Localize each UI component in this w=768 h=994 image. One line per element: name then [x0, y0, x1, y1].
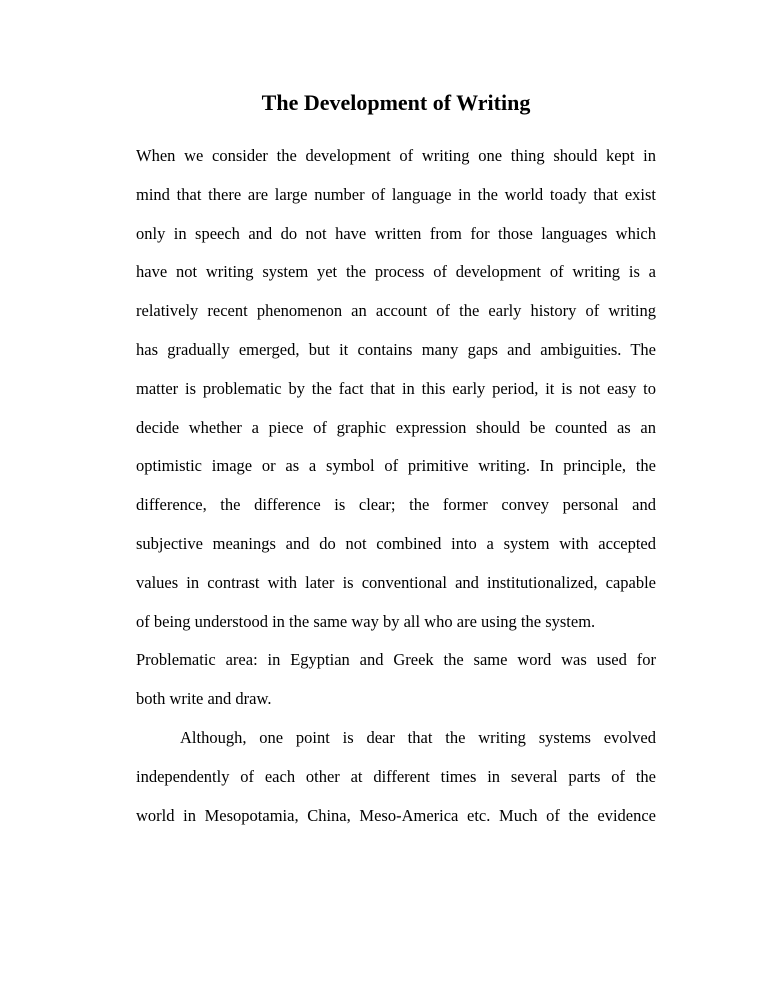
page-title: The Development of Writing: [261, 90, 531, 115]
text-line: only in speech and do not have written from for those languages which: [136, 223, 656, 243]
text-line: independently of each other at different times in several parts of the: [136, 766, 656, 786]
text-line: matter is problematic by the fact that in this early period, it is not easy to: [136, 378, 656, 398]
text-line: subjective meanings and do not combined into a system with accepted: [136, 533, 656, 553]
text-line: values in contrast with later is conventional and institutionalized, capable: [136, 572, 656, 592]
text-line: Problematic area: in Egyptian and Greek the same word was used for: [136, 650, 656, 670]
text-line-indented: Although, one point is dear that the writing systems evolved: [180, 727, 656, 747]
text-line: When we consider the development of writing one thing should kept in: [136, 146, 656, 165]
text-line: world in Mesopotamia, China, Meso-America etc. Much of the evidence: [136, 805, 656, 825]
text-line: of being understood in the same way by all who are using the system.: [136, 611, 596, 631]
text-line: relatively recent phenomenon an account of the early history of writing: [136, 301, 656, 321]
text-line: optimistic image or as a symbol of primitive writing. In principle, the: [136, 456, 656, 476]
text-line: both write and draw.: [136, 689, 272, 709]
text-line: have not writing system yet the process of development of writing is a: [136, 262, 656, 282]
text-line: has gradually emerged, but it contains many gaps and ambiguities. The: [136, 339, 656, 359]
text-line: decide whether a piece of graphic expression should be counted as an: [136, 417, 656, 437]
body-text: [136, 141, 656, 839]
text-line: difference, the difference is clear; the former convey personal and: [136, 495, 656, 515]
text-line: mind that there are large number of language in the world toady that exist: [136, 184, 656, 204]
